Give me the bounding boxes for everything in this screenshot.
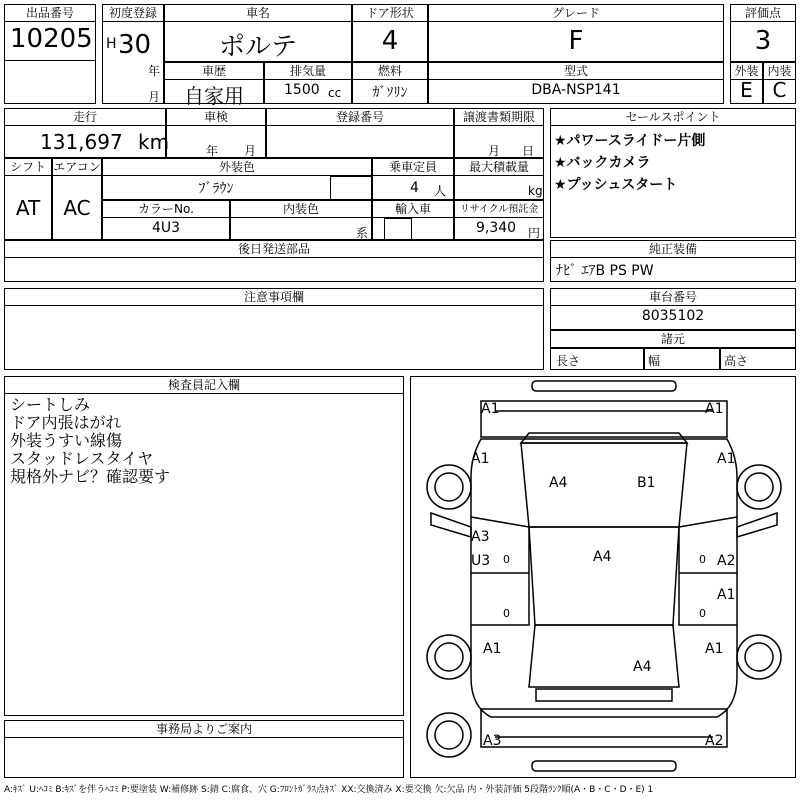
rear-bumper-shape — [481, 709, 727, 747]
sales-point-2: ★バックカメラ — [554, 155, 651, 171]
max-load-label: 最大積載量 — [454, 158, 544, 176]
mark-front-bumper-right: A1 — [705, 401, 724, 417]
tyre-rear-right — [737, 635, 781, 679]
mirror-left — [431, 513, 471, 537]
height-label: 高さ — [724, 354, 749, 368]
era-value: H — [106, 36, 117, 52]
chassis-number-label: 車台番号 — [550, 288, 796, 306]
registration-number-label: 登録番号 — [266, 108, 454, 126]
mileage-unit: km — [138, 130, 170, 154]
inspector-line-1: シートしみ — [10, 395, 91, 414]
car-name-label: 車名 — [164, 4, 352, 22]
recycle-label: リサイクル預託金 — [454, 200, 544, 218]
rear-plate — [536, 689, 672, 701]
mileage-label: 走行 — [4, 108, 166, 126]
right-doors — [679, 517, 737, 625]
front-bumper-shape — [481, 401, 727, 437]
mark-front-door-left-b: U3 — [471, 553, 491, 569]
mark-quarter-left: A1 — [483, 641, 502, 657]
grade-value: F — [568, 26, 584, 56]
legend-text: A:ｷｽﾞ U:ﾍｺﾐ B:ｷｽﾞを伴うﾍｺﾐ P:要塗装 W:補修跡 S:錆 C:腐食、穴 G:ﾌﾛﾝﾄｶﾞﾗｽ点ｷｽﾞ XX:交換済み X:要交換 欠:欠品 内・外装評価 5段階ﾗﾝｸ順(A・B・C・D・E) 1 — [4, 785, 654, 795]
inspection-year-unit: 年 — [206, 144, 219, 158]
first-registration-label: 初度登録 — [102, 4, 164, 22]
hood-shape — [521, 443, 687, 527]
transfer-day-unit: 日 — [522, 144, 535, 158]
body-outline — [471, 439, 737, 717]
import-label: 輸入車 — [372, 200, 454, 218]
mark-rear-bumper-right: A2 — [705, 733, 724, 749]
later-parts-label: 後日発送部品 — [4, 240, 544, 258]
inspection-label: 車検 — [166, 108, 266, 126]
exterior-color-value: ﾌﾞﾗｳﾝ — [198, 181, 234, 197]
length-label: 長さ — [556, 354, 581, 368]
mirror-right — [737, 513, 777, 537]
sales-point-3: ★プッシュスタート — [554, 177, 678, 193]
tyre-front-left — [427, 465, 471, 509]
genuine-equipment-value: ﾅﾋﾞ ｴｱB PS PW — [556, 263, 654, 279]
rear-bumper-bottom-shape — [532, 761, 676, 771]
genuine-equipment-label: 純正装備 — [550, 240, 796, 258]
mark-front-bumper-left: A1 — [481, 401, 500, 417]
windshield-top — [521, 433, 687, 443]
notes-label: 注意事項欄 — [4, 288, 544, 306]
color-number-value: 4U3 — [151, 220, 181, 236]
recycle-unit: 円 — [528, 226, 541, 240]
zero-mark-4: 0 — [699, 607, 706, 620]
year-value: 30 — [118, 30, 152, 60]
model-value: DBA-NSP141 — [531, 82, 621, 98]
zero-mark-1: 0 — [503, 553, 510, 566]
car-name-value: ポルテ — [218, 32, 297, 62]
inspector-line-5: 規格外ナビ？確認要す — [10, 467, 171, 486]
capacity-unit: 人 — [434, 184, 447, 198]
capacity-label: 乗車定員 — [372, 158, 454, 176]
exterior-color-label: 外装色 — [102, 158, 372, 176]
lot-number-value: 10205 — [10, 24, 93, 54]
history-label: 車歴 — [164, 62, 264, 80]
chassis-number-value: 8035102 — [641, 308, 705, 324]
front-bumper-top-shape — [532, 381, 676, 391]
transfer-deadline-label: 譲渡書類期限 — [454, 108, 544, 126]
capacity-value: 4 — [410, 180, 419, 196]
width-label: 幅 — [648, 354, 661, 368]
spare-tyre — [427, 713, 471, 757]
exterior-label: 外装 — [730, 62, 763, 80]
history-value: 自家用 — [184, 84, 244, 108]
interior-label: 内装 — [763, 62, 796, 80]
car-diagram — [411, 377, 796, 778]
interior-color-label: 内装色 — [230, 200, 372, 218]
mark-hood-left: A4 — [549, 475, 568, 491]
mileage-value: 131,697 — [40, 130, 123, 154]
mark-quarter-right: A1 — [705, 641, 724, 657]
office-notice-label: 事務局よりご案内 — [4, 720, 404, 738]
month-unit: 月 — [148, 90, 161, 104]
mark-hood-right: B1 — [637, 475, 656, 491]
sales-points-label: セールスポイント — [550, 108, 796, 126]
trunk-shape — [529, 625, 679, 687]
color-number-label: カラーNo. — [102, 200, 230, 218]
mark-rear-bumper-left: A3 — [483, 733, 502, 749]
inspection-month-unit: 月 — [244, 144, 257, 158]
mark-front-door-left-a: A3 — [471, 529, 490, 545]
mark-roof: A4 — [593, 549, 612, 565]
tyre-rear-left — [427, 635, 471, 679]
shift-label: シフト — [4, 158, 52, 176]
score-label: 評価点 — [730, 4, 796, 22]
import-subcell — [384, 218, 412, 240]
divider — [4, 60, 96, 61]
inspector-label: 検査員記入欄 — [4, 376, 404, 394]
aircon-label: エアコン — [53, 160, 101, 174]
shift-value: AT — [15, 196, 41, 220]
aircon-value: AC — [63, 196, 91, 220]
year-unit: 年 — [148, 64, 161, 78]
car-diagram-box — [410, 376, 796, 778]
roof-shape — [529, 527, 679, 625]
zero-mark-3: 0 — [699, 553, 706, 566]
sales-point-1: ★パワースライドー片側 — [554, 133, 706, 149]
displacement-unit: cc — [328, 86, 342, 100]
mark-fender-front-right: A1 — [717, 451, 736, 467]
lot-number-label: 出品番号 — [4, 4, 96, 22]
score-value: 3 — [754, 26, 772, 56]
displacement-value: 1500 — [284, 82, 320, 98]
inspector-line-4: スタッドレスタイヤ — [10, 449, 154, 468]
sales-points-box — [550, 108, 796, 238]
exterior-color-subcell — [330, 176, 372, 200]
exterior-value: E — [740, 78, 753, 102]
fuel-value: ｶﾞｿﾘﾝ — [372, 85, 408, 101]
transfer-month-unit: 月 — [488, 144, 501, 158]
model-label: 型式 — [428, 62, 724, 80]
mark-trunk: A4 — [633, 659, 652, 675]
inspector-line-2: ドア内張はがれ — [10, 413, 122, 432]
recycle-value: 9,340 — [476, 220, 517, 236]
door-value: 4 — [381, 26, 399, 56]
mark-rear-door-right-b: A1 — [717, 587, 736, 603]
fuel-label: 燃料 — [352, 62, 428, 80]
zero-mark-2: 0 — [503, 607, 510, 620]
door-label: ドア形状 — [352, 4, 428, 22]
interior-color-unit: 系 — [356, 226, 369, 240]
max-load-unit: kg — [528, 184, 543, 198]
mark-rear-door-right-a: A2 — [717, 553, 736, 569]
interior-value: C — [772, 78, 787, 102]
mark-fender-front-left: A1 — [471, 451, 490, 467]
grade-label: グレード — [428, 4, 724, 22]
inspector-line-3: 外装うすい線傷 — [10, 431, 123, 450]
displacement-label: 排気量 — [264, 62, 352, 80]
dimensions-label: 諸元 — [550, 330, 796, 348]
tyre-front-right — [737, 465, 781, 509]
